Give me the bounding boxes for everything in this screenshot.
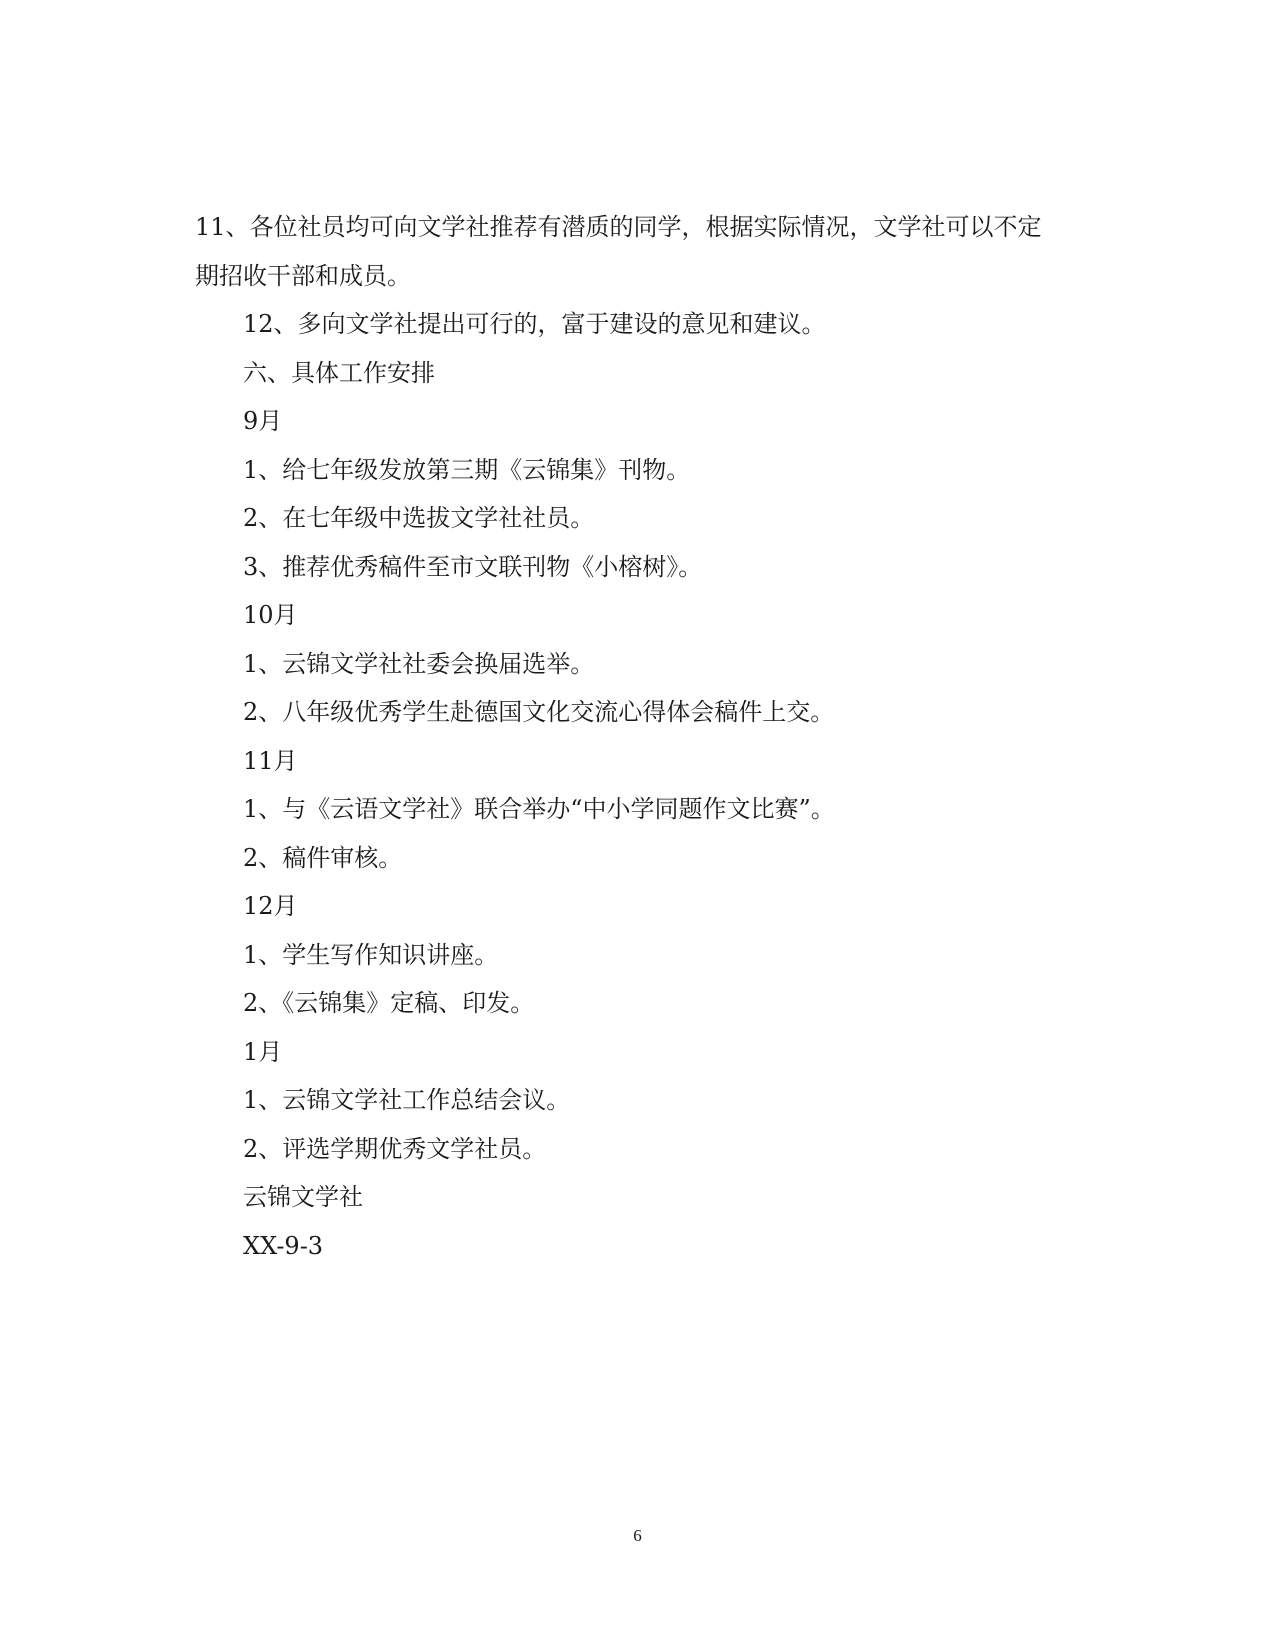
document-body bbox=[195, 203, 1075, 1270]
text-line: 12、多向文学社提出可行的，富于建设的意见和建议。 bbox=[243, 310, 826, 338]
month-heading: 9月 bbox=[243, 407, 283, 435]
list-item: 1、云锦文学社工作总结会议。 bbox=[243, 1086, 571, 1114]
list-item: 2、八年级优秀学生赴德国文化交流心得体会稿件上交。 bbox=[243, 698, 835, 726]
list-item: 2、在七年级中选拔文学社社员。 bbox=[243, 504, 595, 532]
list-item: 2、《云锦集》定稿、印发。 bbox=[243, 989, 535, 1017]
month-heading: 12月 bbox=[243, 892, 298, 920]
list-item: 1、给七年级发放第三期《云锦集》刊物。 bbox=[243, 455, 691, 484]
list-item: 1、学生写作知识讲座。 bbox=[243, 940, 499, 969]
month-heading: 11月 bbox=[243, 746, 298, 775]
section-heading: 六、具体工作安排 bbox=[243, 358, 435, 387]
month-heading: 10月 bbox=[243, 601, 298, 629]
text-line: 11、各位社员均可向文学社推荐有潜质的同学，根据实际情况，文学社可以不定 bbox=[195, 213, 1042, 241]
signature-organization: 云锦文学社 bbox=[243, 1183, 363, 1211]
signature-date: XX-9-3 bbox=[243, 1231, 324, 1260]
month-heading: 1月 bbox=[243, 1037, 283, 1066]
text-line: 期招收干部和成员。 bbox=[195, 261, 411, 290]
list-item: 3、推荐优秀稿件至市文联刊物《小榕树》。 bbox=[243, 552, 703, 581]
list-item: 2、评选学期优秀文学社员。 bbox=[243, 1134, 547, 1163]
list-item: 2、稿件审核。 bbox=[243, 843, 403, 872]
list-item: 1、与《云语文学社》联合举办“中小学同题作文比赛”。 bbox=[243, 795, 835, 823]
list-item: 1、云锦文学社社委会换届选举。 bbox=[243, 649, 595, 678]
page-number: 6 bbox=[633, 1526, 642, 1545]
